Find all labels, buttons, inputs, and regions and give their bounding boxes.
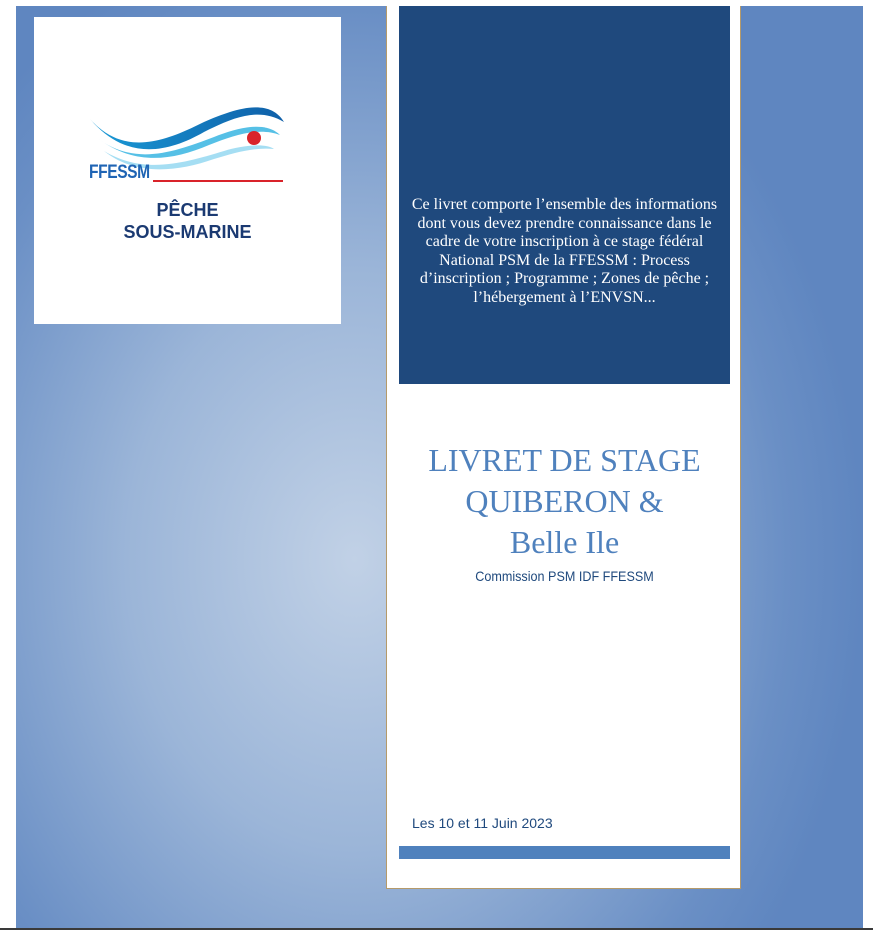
logo-red-line (153, 180, 283, 182)
title-line-1: LIVRET DE STAGE (428, 442, 701, 478)
title-line-3: Belle Ile (509, 524, 620, 560)
page-bottom-rule (0, 928, 873, 930)
intro-text: Ce livret comporte l’ensemble des informations dont vous devez prendre connaissance dans le cadre de votre inscription à ce stage fédéral National PSM de la FFESSM : Process d’inscription ; Programme ; Zones de pêche ; l’hébergement à l’ENVSN... (411, 196, 718, 306)
ffessm-logo (34, 17, 341, 324)
commission-subtitle: Commission PSM IDF FFESSM (475, 568, 654, 584)
logo-line-2: SOUS-MARINE (123, 222, 252, 242)
wave-logo-icon (34, 17, 341, 324)
intro-block (399, 6, 730, 384)
panel-footer-bar (399, 846, 730, 859)
logo-brand-text: FFESSM (89, 162, 150, 183)
stage-dates: Les 10 et 11 Juin 2023 (412, 815, 553, 831)
logo-line-1: PÊCHE (156, 200, 219, 220)
title-line-2: QUIBERON & (465, 483, 664, 519)
cover-panel (386, 6, 741, 889)
